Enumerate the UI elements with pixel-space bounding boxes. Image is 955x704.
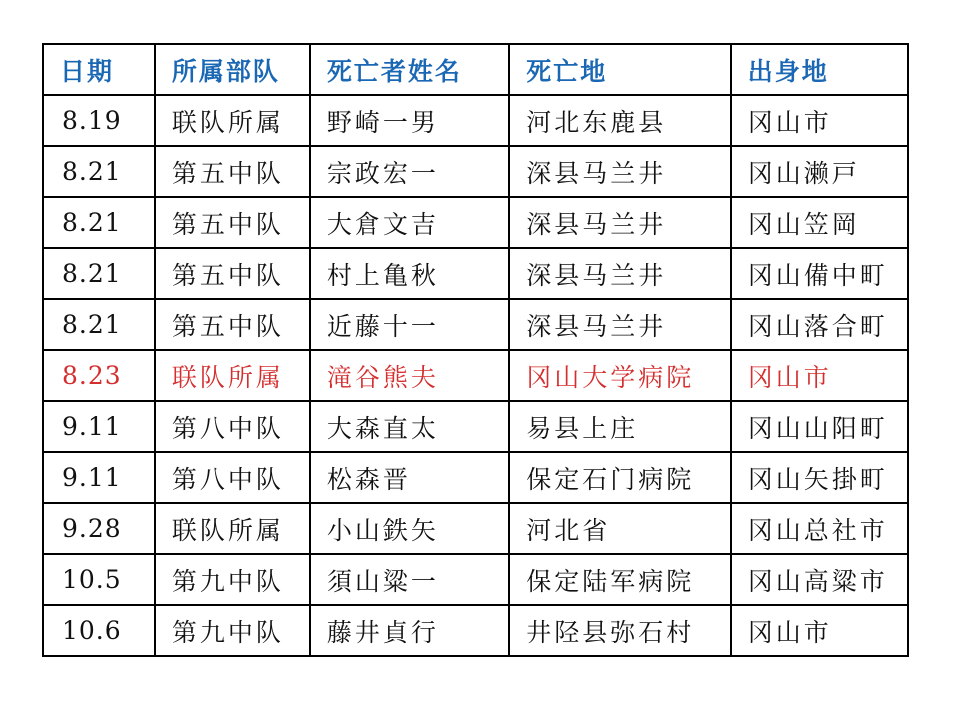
cell-place-of-death: 深县马兰井 — [509, 248, 731, 299]
cell-place-of-death: 保定石门病院 — [509, 452, 731, 503]
header-date: 日期 — [43, 44, 155, 95]
cell-deceased-name: 大倉文吉 — [310, 197, 509, 248]
cell-deceased-name: 小山鉄矢 — [310, 503, 509, 554]
cell-place-of-origin: 冈山市 — [731, 350, 908, 401]
cell-place-of-death: 井陉县弥石村 — [509, 605, 731, 656]
table-body — [43, 95, 908, 656]
cell-date: 9.28 — [43, 503, 155, 554]
cell-place-of-death: 易县上庄 — [509, 401, 731, 452]
table-row — [43, 248, 908, 299]
table-row — [43, 401, 908, 452]
cell-date: 10.6 — [43, 605, 155, 656]
cell-unit: 第五中队 — [155, 299, 310, 350]
cell-unit: 第九中队 — [155, 554, 310, 605]
header-deceased-name: 死亡者姓名 — [310, 44, 509, 95]
cell-deceased-name: 宗政宏一 — [310, 146, 509, 197]
cell-place-of-death: 河北省 — [509, 503, 731, 554]
cell-place-of-origin: 冈山矢掛町 — [731, 452, 908, 503]
cell-place-of-death: 深县马兰井 — [509, 146, 731, 197]
cell-date: 9.11 — [43, 452, 155, 503]
cell-place-of-death: 冈山大学病院 — [509, 350, 731, 401]
cell-unit: 第五中队 — [155, 197, 310, 248]
cell-unit: 第五中队 — [155, 146, 310, 197]
cell-place-of-origin: 冈山高粱市 — [731, 554, 908, 605]
cell-deceased-name: 須山粱一 — [310, 554, 509, 605]
header-place-of-origin: 出身地 — [731, 44, 908, 95]
table-row — [43, 197, 908, 248]
cell-place-of-origin: 冈山笠岡 — [731, 197, 908, 248]
cell-unit: 联队所属 — [155, 350, 310, 401]
cell-deceased-name: 野崎一男 — [310, 95, 509, 146]
cell-deceased-name: 村上亀秋 — [310, 248, 509, 299]
table-row — [43, 554, 908, 605]
table-row — [43, 452, 908, 503]
cell-unit: 第八中队 — [155, 401, 310, 452]
table-header-row — [43, 44, 908, 95]
header-place-of-death: 死亡地 — [509, 44, 731, 95]
table-row — [43, 299, 908, 350]
header-unit: 所属部队 — [155, 44, 310, 95]
cell-place-of-origin: 冈山山阳町 — [731, 401, 908, 452]
table-row — [43, 146, 908, 197]
cell-deceased-name: 近藤十一 — [310, 299, 509, 350]
cell-place-of-death: 保定陆军病院 — [509, 554, 731, 605]
cell-unit: 第五中队 — [155, 248, 310, 299]
cell-deceased-name: 松森晋 — [310, 452, 509, 503]
cell-date: 9.11 — [43, 401, 155, 452]
cell-place-of-origin: 冈山总社市 — [731, 503, 908, 554]
cell-place-of-death: 深县马兰井 — [509, 197, 731, 248]
cell-unit: 联队所属 — [155, 95, 310, 146]
cell-place-of-origin: 冈山市 — [731, 95, 908, 146]
cell-unit: 第八中队 — [155, 452, 310, 503]
cell-deceased-name: 大森直太 — [310, 401, 509, 452]
cell-place-of-origin: 冈山備中町 — [731, 248, 908, 299]
casualty-table — [42, 43, 909, 657]
cell-date: 8.23 — [43, 350, 155, 401]
cell-date: 8.21 — [43, 248, 155, 299]
cell-deceased-name: 滝谷熊夫 — [310, 350, 509, 401]
table-row — [43, 503, 908, 554]
cell-place-of-origin: 冈山濑戸 — [731, 146, 908, 197]
cell-date: 8.21 — [43, 146, 155, 197]
cell-date: 8.21 — [43, 197, 155, 248]
cell-date: 8.21 — [43, 299, 155, 350]
cell-deceased-name: 藤井貞行 — [310, 605, 509, 656]
table-row — [43, 350, 908, 401]
cell-place-of-origin: 冈山落合町 — [731, 299, 908, 350]
cell-unit: 联队所属 — [155, 503, 310, 554]
cell-unit: 第九中队 — [155, 605, 310, 656]
cell-place-of-death: 深县马兰井 — [509, 299, 731, 350]
table-row — [43, 95, 908, 146]
cell-date: 8.19 — [43, 95, 155, 146]
cell-date: 10.5 — [43, 554, 155, 605]
cell-place-of-death: 河北东鹿县 — [509, 95, 731, 146]
table-row — [43, 605, 908, 656]
cell-place-of-origin: 冈山市 — [731, 605, 908, 656]
